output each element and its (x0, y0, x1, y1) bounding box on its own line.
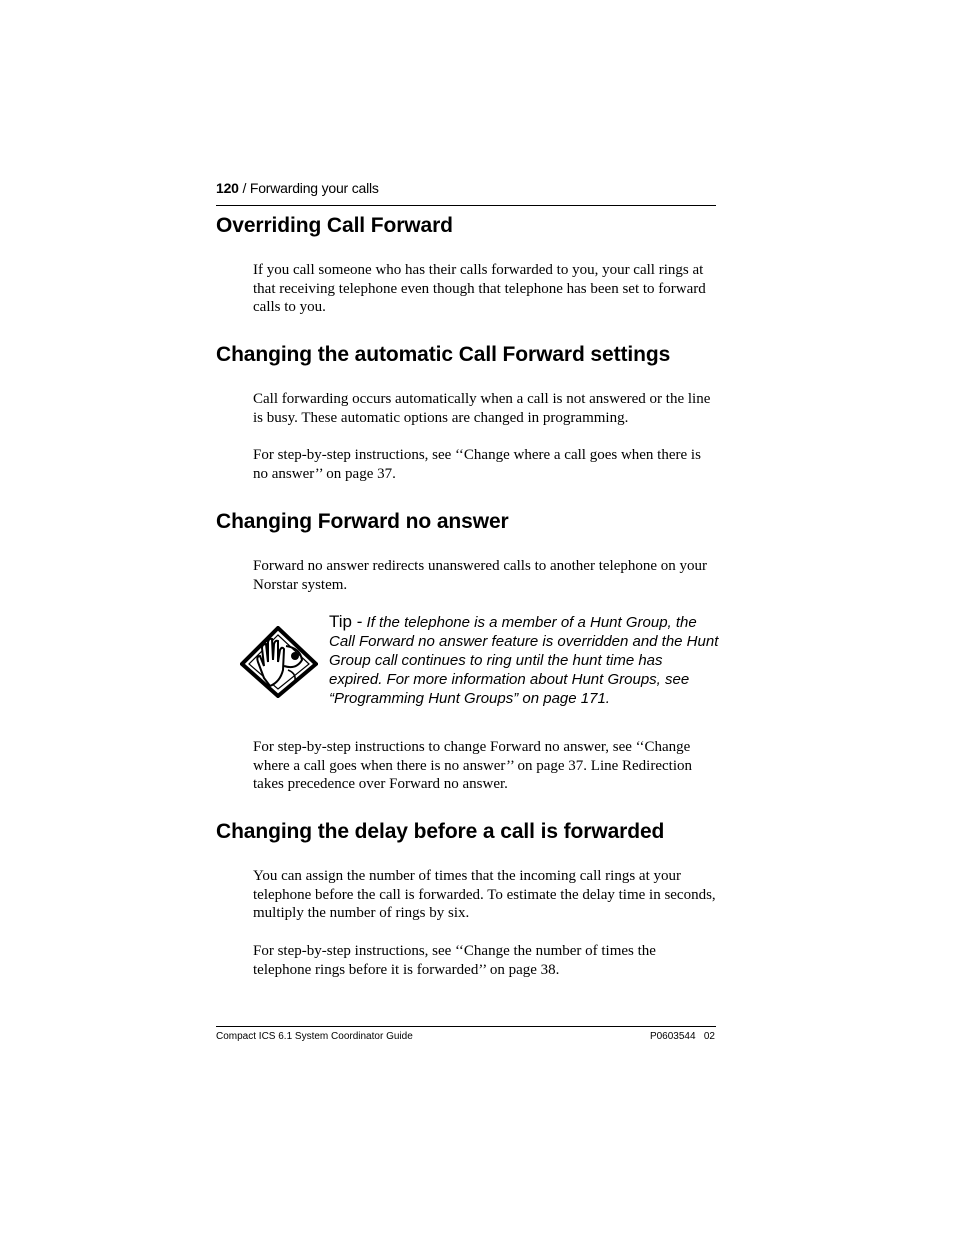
paragraph: You can assign the number of times that the incoming call rings at your telephone before the call is forwarded. To estimate the delay time in seconds, multiply the number of rings by six. (253, 868, 716, 922)
header-rule (216, 205, 716, 206)
tip-label: Tip - (329, 612, 363, 631)
page-number: 120 (216, 180, 239, 196)
section-heading-forward-no-answer: Changing Forward no answer (216, 510, 509, 533)
section-heading-automatic-settings: Changing the automatic Call Forward settings (216, 343, 671, 366)
paragraph: For step-by-step instructions, see ‘‘Change the number of times the telephone rings before it is forwarded’’ on page 38. (253, 943, 656, 978)
paragraph: For step-by-step instructions, see ‘‘Change where a call goes when there is no answer’’ on page 37. (253, 447, 701, 482)
running-header (216, 180, 716, 196)
footer-document-title: Compact ICS 6.1 System Coordinator Guide (216, 1031, 413, 1042)
paragraph: For step-by-step instructions to change Forward no answer, see ‘‘Change where a call goes when there is no answer’’ on page 37. Line Redirection takes precedence over Forward no answer. (253, 739, 692, 793)
section-heading-overriding: Overriding Call Forward (216, 214, 453, 237)
paragraph: If you call someone who has their calls forwarded to you, your call rings at that receiving telephone even though that telephone has been set to forward calls to you. (253, 262, 706, 316)
tip-text: If the telephone is a member of a Hunt Group, the Call Forward no answer feature is overridden and the Hunt Group call continues to ring until the hunt time has expired. For more information about Hunt Groups, see “Programming Hunt Groups” on page 171. (329, 614, 719, 707)
tip-callout (329, 612, 719, 708)
header-section-title: / Forwarding your calls (242, 180, 379, 196)
section-heading-delay: Changing the delay before a call is forwarded (216, 820, 665, 843)
paragraph: Call forwarding occurs automatically when a call is not answered or the line is busy. These automatic options are changed in programming. (253, 391, 711, 426)
hand-tip-icon (240, 626, 318, 698)
footer-part-number: P0603544 02 (649, 1031, 715, 1042)
paragraph: Forward no answer redirects unanswered calls to another telephone on your Norstar system. (253, 558, 708, 593)
footer-rule (216, 1026, 716, 1027)
